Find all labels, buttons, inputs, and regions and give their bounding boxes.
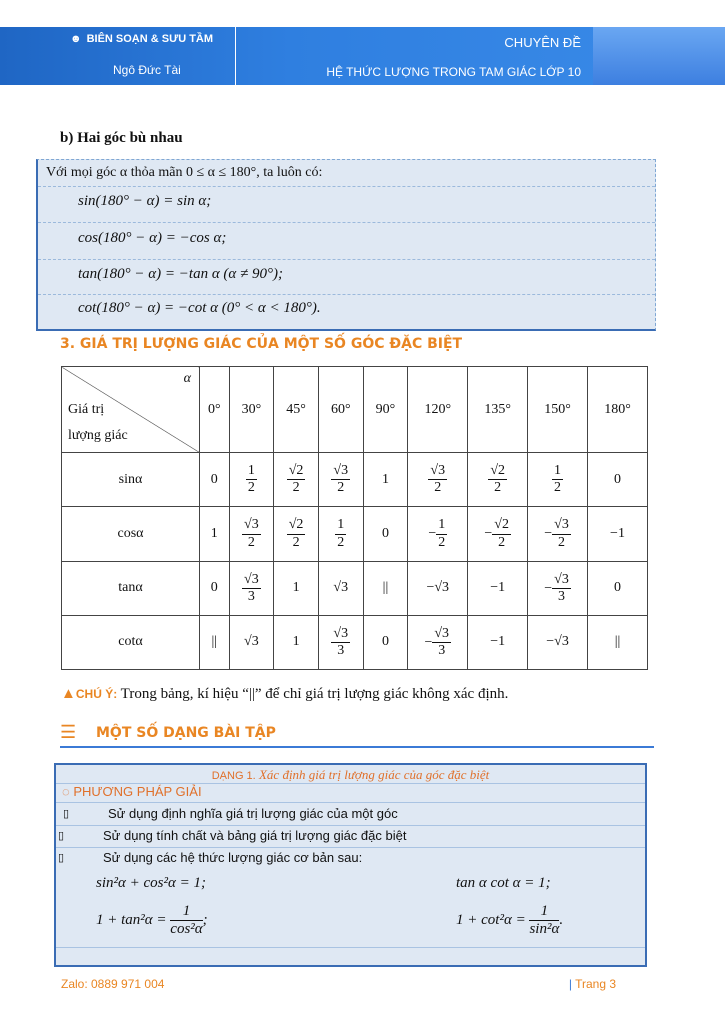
supplementary-angles-box xyxy=(36,159,656,331)
table-cell: − $\frac{√3}{3}$ xyxy=(408,615,468,669)
formula-lhs: 1 + cot²α = xyxy=(456,912,526,929)
checkbox-icon: ▯ xyxy=(58,852,65,864)
dang-1-title xyxy=(56,767,645,783)
formula-cos: cos(180° − α) = −cos α; xyxy=(78,230,227,246)
angle-header: 60° xyxy=(318,367,363,453)
dang-1-label: DẠNG 1. xyxy=(211,770,256,782)
angle-header: 120° xyxy=(408,367,468,453)
footer-separator: | xyxy=(568,977,572,991)
table-cell: 0 xyxy=(588,453,648,507)
table-cell: || xyxy=(200,615,230,669)
box-intro: Với mọi góc α thỏa mãn 0 ≤ α ≤ 180°, ta luôn có: xyxy=(46,165,323,180)
divider xyxy=(56,802,645,803)
header-left xyxy=(0,27,236,85)
function-name: cotα xyxy=(62,615,200,669)
fraction-numerator: 1 xyxy=(529,903,559,921)
table-cell: $\frac{√2}{2}$ xyxy=(468,453,528,507)
formula-lhs: 1 + tan²α = xyxy=(96,912,167,929)
page-header xyxy=(0,27,725,85)
note xyxy=(61,686,508,703)
divider xyxy=(38,222,655,223)
method-item-text: Sử dụng tính chất và bảng giá trị lượng giác đặc biệt xyxy=(103,828,407,843)
formula-tan-cot: tan α cot α = 1; xyxy=(456,875,551,891)
method-item-text: Sử dụng định nghĩa giá trị lượng giác của một góc xyxy=(108,806,398,821)
table-corner-cell xyxy=(62,367,200,453)
formula-pythag: sin²α + cos²α = 1; xyxy=(96,875,206,891)
dang-1-box xyxy=(54,763,647,967)
table-cell: 0 xyxy=(363,507,408,561)
divider xyxy=(38,186,655,187)
table-cell: $\frac{√3}{3}$ xyxy=(229,561,274,615)
table-cell: $\frac{√3}{2}$ xyxy=(318,453,363,507)
function-name: sinα xyxy=(62,453,200,507)
table-cell: 0 xyxy=(200,453,230,507)
angle-header: 45° xyxy=(274,367,319,453)
formula-sin: sin(180° − α) = sin α; xyxy=(78,193,212,209)
dang-1-text: Xác định giá trị lượng giác của góc đặc biệt xyxy=(255,767,490,782)
angle-header: 135° xyxy=(468,367,528,453)
divider xyxy=(38,259,655,260)
table-cell: 0 xyxy=(588,561,648,615)
brand xyxy=(70,33,213,45)
note-label: CHÚ Ý: xyxy=(75,687,118,701)
divider xyxy=(56,947,645,948)
table-cell: 0 xyxy=(363,615,408,669)
angle-header: 150° xyxy=(528,367,588,453)
table-cell: $\frac{√2}{2}$ xyxy=(274,507,319,561)
table-row xyxy=(62,507,648,561)
table-cell: −1 xyxy=(468,615,528,669)
lightbulb-icon: ◌ xyxy=(62,784,70,799)
table-cell: $\frac{1}{2}$ xyxy=(528,453,588,507)
table-header-row xyxy=(62,367,648,453)
table-cell: 1 xyxy=(274,615,319,669)
note-text: Trong bảng, kí hiệu “||” để chỉ giá trị lượng giác không xác định. xyxy=(117,686,509,702)
table-cell: $\frac{√2}{2}$ xyxy=(274,453,319,507)
table-cell: || xyxy=(363,561,408,615)
formula-cot: cot(180° − α) = −cot α (0° < α < 180°). xyxy=(78,300,321,316)
table-cell: −1 xyxy=(588,507,648,561)
table-cell: 1 xyxy=(363,453,408,507)
table-cell: 1 xyxy=(200,507,230,561)
method-label: PHƯƠNG PHÁP GIẢI xyxy=(73,784,202,799)
checkbox-icon: ▯ xyxy=(58,830,65,842)
author-name: Ngô Đức Tài xyxy=(113,63,181,77)
table-row xyxy=(62,561,648,615)
angle-header: 30° xyxy=(229,367,274,453)
table-cell: − $\frac{1}{2}$ xyxy=(408,507,468,561)
table-cell: $\frac{√3}{3}$ xyxy=(318,615,363,669)
table-cell: 0 xyxy=(200,561,230,615)
function-name: tanα xyxy=(62,561,200,615)
method-item xyxy=(58,850,363,865)
corner-label-line2: lượng giác xyxy=(68,428,128,443)
corner-label-line1: Giá trị xyxy=(68,402,105,417)
angle-header: 90° xyxy=(363,367,408,453)
method-heading xyxy=(62,784,202,799)
topic-line-2: HỆ THỨC LƯỢNG TRONG TAM GIÁC LỚP 10 xyxy=(326,65,581,79)
section-3-title: 3. GIÁ TRỊ LƯỢNG GIÁC CỦA MỘT SỐ GÓC ĐẶC BIỆT xyxy=(60,336,463,352)
formula-tan: tan(180° − α) = −tan α (α ≠ 90°); xyxy=(78,266,284,282)
formula-end: ; xyxy=(202,912,208,929)
table-cell: $\frac{√3}{2}$ xyxy=(408,453,468,507)
table-row xyxy=(62,615,648,669)
trig-values-table xyxy=(61,366,648,670)
table-cell: − $\frac{√3}{2}$ xyxy=(528,507,588,561)
brand-label: BIÊN SOẠN & SƯU TẦM xyxy=(86,33,214,45)
divider xyxy=(56,825,645,826)
topic-line-1: CHUYÊN ĐỀ xyxy=(504,35,581,50)
corner-label xyxy=(68,397,128,449)
fraction xyxy=(170,903,202,939)
angle-header: 180° xyxy=(588,367,648,453)
warning-triangle-icon: ▲ xyxy=(61,686,76,702)
page-label: Trang 3 xyxy=(571,977,616,991)
table-cell: || xyxy=(588,615,648,669)
table-cell: √3 xyxy=(229,615,274,669)
formula-tan-identity xyxy=(96,903,208,939)
fraction xyxy=(529,903,559,939)
fraction-numerator: 1 xyxy=(170,903,202,921)
angle-header: 0° xyxy=(200,367,230,453)
table-cell: − $\frac{√3}{3}$ xyxy=(528,561,588,615)
fraction-denominator: sin²α xyxy=(529,921,560,938)
table-cell: −1 xyxy=(468,561,528,615)
table-cell: −√3 xyxy=(408,561,468,615)
function-name: cosα xyxy=(62,507,200,561)
table-cell: √3 xyxy=(318,561,363,615)
books-icon: ☰ xyxy=(60,722,77,742)
table-cell: −√3 xyxy=(528,615,588,669)
method-item xyxy=(58,828,407,843)
people-icon: ☻ xyxy=(70,33,82,45)
table-cell: − $\frac{√2}{2}$ xyxy=(468,507,528,561)
footer-contact: Zalo: 0889 971 004 xyxy=(61,977,165,991)
section-4-title: MỘT SỐ DẠNG BÀI TẬP xyxy=(96,725,276,741)
table-cell: 1 xyxy=(274,561,319,615)
table-cell: $\frac{1}{2}$ xyxy=(229,453,274,507)
page-number xyxy=(569,977,616,991)
divider xyxy=(38,294,655,295)
header-accent xyxy=(593,27,725,85)
fraction-denominator: cos²α xyxy=(170,921,203,938)
table-cell: $\frac{√3}{2}$ xyxy=(229,507,274,561)
corner-alpha: α xyxy=(183,371,191,386)
divider xyxy=(56,847,645,848)
table-body xyxy=(62,453,648,670)
table-cell: $\frac{1}{2}$ xyxy=(318,507,363,561)
subsection-title: b) Hai góc bù nhau xyxy=(60,130,183,146)
formula-cot-identity xyxy=(456,903,563,939)
section-4-header xyxy=(60,722,654,748)
method-item-text: Sử dụng các hệ thức lượng giác cơ bản sau: xyxy=(103,850,363,865)
formula-end: . xyxy=(559,912,564,929)
checkbox-icon: ▯ xyxy=(63,808,70,820)
table-row xyxy=(62,453,648,507)
method-item xyxy=(63,806,398,821)
